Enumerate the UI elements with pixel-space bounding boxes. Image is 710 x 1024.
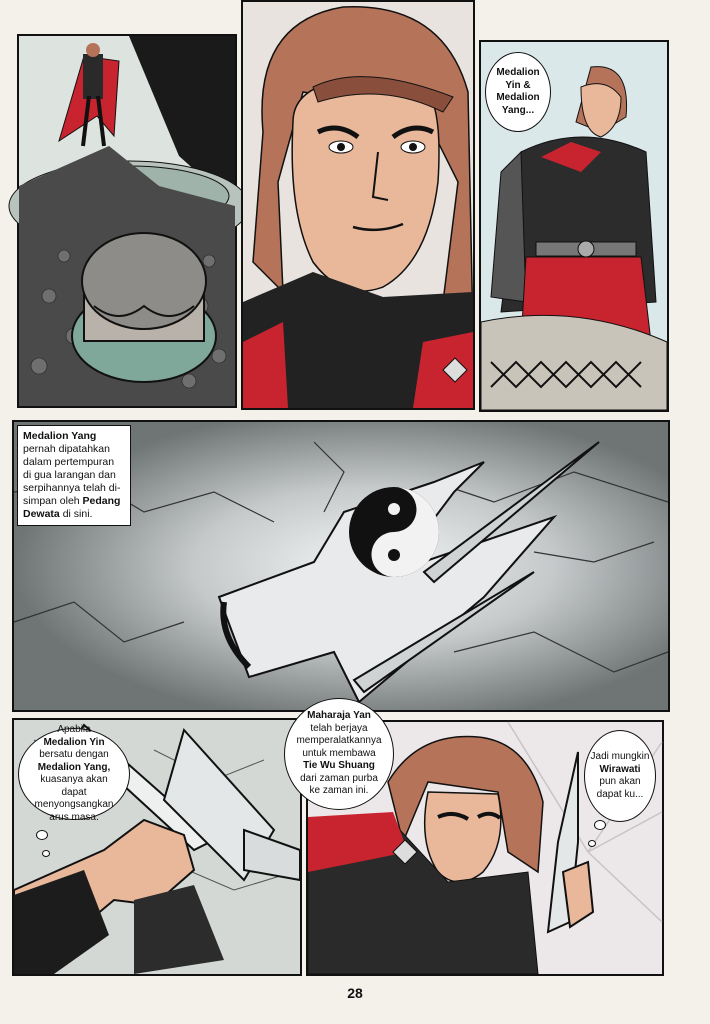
caption-text: di sini. [62, 508, 93, 520]
bubble-bold: Maharaja Yan [307, 710, 371, 722]
bubble-text: dari zaman purba ke zaman ini. [300, 772, 378, 797]
bubble-text: kuasanya akan dapat menyongsangkan arus masa. [34, 774, 114, 823]
speech-bubble [284, 698, 394, 810]
bubble-text: telah berjaya memperalatkannya untuk membawa [296, 722, 382, 759]
panel-1-artwork [19, 36, 235, 406]
bubble-text: bersatu dengan [39, 749, 109, 760]
speech-bubble [485, 52, 551, 132]
bubble-text: pun akan dapat ku... [596, 776, 644, 800]
thought-dot [594, 820, 606, 830]
bubble-bold: Medalion Yin [43, 736, 105, 748]
narration-caption [17, 425, 131, 526]
speech-bubble [18, 724, 130, 823]
thought-dot [42, 850, 50, 857]
panel-1 [17, 34, 237, 408]
panel-6 [296, 710, 664, 976]
bubble-line: Medalion [496, 67, 540, 78]
bubble-line: Yin & [505, 79, 531, 91]
bubble-text: Jadi mungkin [590, 751, 650, 762]
bubble-text: Apabila [57, 724, 91, 735]
thought-dot [588, 840, 596, 847]
page-number: 28 [347, 985, 363, 1001]
bubble-bold: Medalion Yang, [37, 761, 111, 773]
caption-text: pernah dipatahkan dalam pertempuran di gua larangan dan serpihannya telah di-simpan oleh [23, 443, 121, 507]
thought-bubble [584, 730, 656, 822]
panel-3 [479, 40, 669, 412]
caption-bold: Pedang Dewata [23, 495, 121, 520]
panel-2 [241, 0, 475, 410]
caption-bold: Medalion Yang [23, 430, 97, 442]
bubble-bold: Tie Wu Shuang [303, 760, 375, 772]
bubble-bold: Wirawati [599, 763, 641, 775]
panel-2-artwork [243, 2, 473, 408]
panel-5 [12, 718, 302, 976]
bubble-line: Medalion [496, 92, 540, 103]
panel-4 [12, 420, 670, 712]
bubble-line: Yang... [501, 104, 535, 116]
thought-dot [36, 830, 48, 840]
